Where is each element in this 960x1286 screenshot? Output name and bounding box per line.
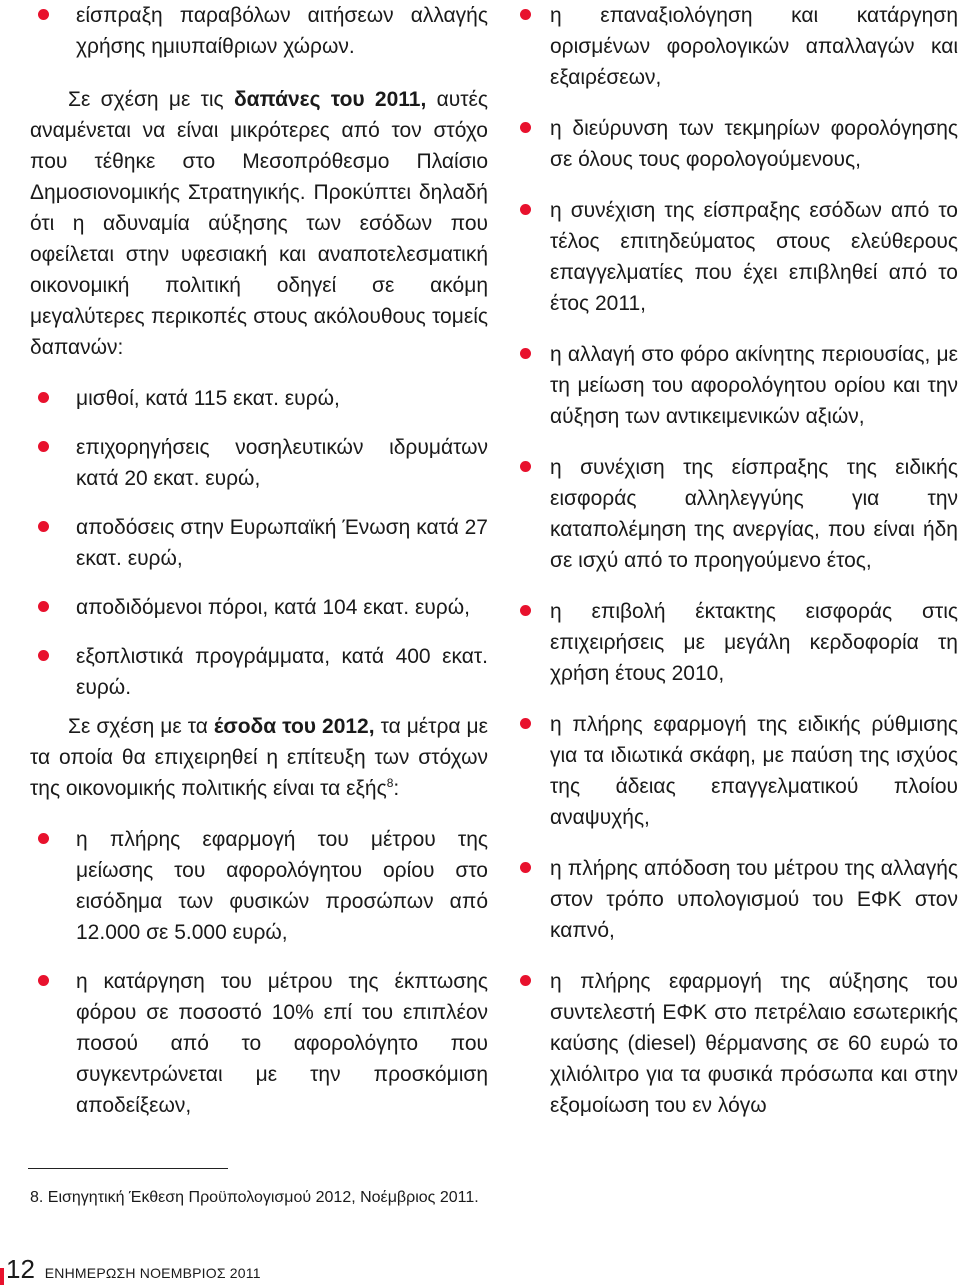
list-item-text: η πλήρης εφαρμογή της ειδικής ρύθμισης για τα ιδιωτικά σκάφη, με παύση της ισχύος της άδειας επαγγελματικού πλοίου αναψυχής,	[550, 713, 958, 829]
bullet-icon	[520, 718, 531, 729]
expense-list	[30, 383, 488, 703]
bullet-icon	[520, 862, 531, 873]
bullet-icon	[38, 392, 49, 403]
bullet-icon	[38, 833, 49, 844]
bullet-icon	[520, 461, 531, 472]
list-item-text: εξοπλιστικά προγράμματα, κατά 400 εκατ. ευρώ.	[76, 645, 488, 699]
footnote-reference: 8	[386, 776, 394, 790]
list-item	[518, 195, 958, 319]
bullet-icon	[520, 348, 531, 359]
left-column	[30, 0, 488, 1139]
list-item	[518, 113, 958, 175]
bullet-icon	[520, 122, 531, 133]
right-column	[518, 0, 958, 1141]
list-item-text: η πλήρης απόδοση του μέτρου της αλλαγής στον τρόπο υπολογισμού του ΕΦΚ στον καπνό,	[550, 857, 958, 942]
page-number: 12	[6, 1254, 35, 1284]
bullet-icon	[38, 601, 49, 612]
list-item	[30, 0, 488, 62]
list-item	[30, 512, 488, 574]
list-item-text: η διεύρυνση των τεκμηρίων φορολόγησης σε όλους τους φορολογούμενους,	[550, 117, 958, 171]
bullet-icon	[520, 975, 531, 986]
page-edge-marker	[0, 1268, 4, 1285]
list-item-text: η κατάργηση του μέτρου της έκπτωσης φόρου σε ποσοστό 10% επί του επιπλέον ποσού από το αφορολόγητο που συγκεντρώνεται με την προσκόμιση αποδείξεων,	[76, 970, 488, 1117]
list-item	[30, 592, 488, 623]
list-item	[30, 383, 488, 414]
list-item	[518, 452, 958, 576]
list-item-text: η συνέχιση της είσπραξης εσόδων από το τέλος επιτηδεύματος στους ελεύθερους επαγγελματίες που έχει επιβληθεί από το έτος 2011,	[550, 199, 958, 315]
bullet-icon	[38, 441, 49, 452]
list-item-text: επιχορηγήσεις νοσηλευτικών ιδρυμάτων κατά 20 εκατ. ευρώ,	[76, 436, 488, 490]
revenue-paragraph	[30, 711, 488, 804]
paragraph-text: :	[393, 777, 400, 800]
list-item	[518, 0, 958, 93]
paragraph-text: Σε σχέση με τα	[68, 715, 214, 738]
paragraph-text: Σε σχέση με τις	[68, 88, 234, 111]
bullet-icon	[520, 204, 531, 215]
bullet-icon	[520, 9, 531, 20]
paragraph-emphasis: δαπάνες του 2011,	[233, 88, 427, 111]
expenses-paragraph	[30, 84, 488, 363]
list-item-text: η επιβολή έκτακτης εισφοράς στις επιχειρήσεις με μεγάλη κερδοφορία τη χρήση έτους 2010,	[550, 600, 958, 685]
list-item-text: η συνέχιση της είσπραξης της ειδικής εισφοράς αλληλεγγύης για την καταπολέμηση της ανεργίας, που είναι ήδη σε ισχύ από το προηγούμενο έτος,	[550, 456, 958, 572]
footnote-divider	[28, 1168, 228, 1169]
bullet-icon	[38, 521, 49, 532]
page-footer	[6, 1256, 261, 1286]
bullet-icon	[38, 650, 49, 661]
list-item-text: αποδιδόμενοι πόροι, κατά 104 εκατ. ευρώ,	[76, 596, 470, 619]
running-title: ΕΝΗΜΕΡΩΣΗ ΝΟΕΜΒΡΙΟΣ 2011	[44, 1265, 261, 1281]
list-item	[518, 339, 958, 432]
revenue-list	[30, 824, 488, 1121]
list-item-text: είσπραξη παραβόλων αιτήσεων αλλαγής χρήσης ημιυπαίθριων χώρων.	[76, 4, 488, 58]
bullet-icon	[520, 605, 531, 616]
list-item	[518, 966, 958, 1121]
paragraph-emphasis: έσοδα του 2012,	[213, 715, 375, 738]
paragraph-text: τα μέτρα με τα οποία θα επιχειρηθεί η επίτευξη των στόχων της οικονομικής πολιτικής είναι τα εξής	[30, 715, 488, 800]
list-item-text: η αλλαγή στο φόρο ακίνητης περιουσίας, με τη μείωση του αφορολόγητου ορίου και την αύξηση των αντικειμενικών αξιών,	[550, 343, 958, 428]
list-item	[518, 709, 958, 833]
footnote: 8. Εισηγητική Έκθεση Προϋπολογισμού 2012, Νοέμβριος 2011.	[30, 1189, 479, 1206]
paragraph-text: αυτές αναμένεται να είναι μικρότερες από τον στόχο που τέθηκε στο Μεσοπρόθεσμο Πλαίσιο Δημοσιονομικής Στρατηγικής. Προκύπτει δηλαδή ότι η αδυναμία αύξησης των εσόδων που οφείλεται στην υφεσιακή και αναποτελεσματική οικονομική πολιτική οδηγεί σε ακόμη μεγαλύτερες περικοπές στους ακόλουθους τομείς δαπανών:	[30, 88, 488, 359]
list-item-text: η πλήρης εφαρμογή της αύξησης του συντελεστή ΕΦΚ στο πετρέλαιο εσωτερικής καύσης (diesel) θέρμανσης σε 60 ευρώ το χιλιόλιτρο για τα φυσικά πρόσωπα και στην εξομοίωση του εν λόγω	[550, 970, 958, 1117]
bullet-icon	[38, 9, 49, 20]
list-item-text: αποδόσεις στην Ευρωπαϊκή Ένωση κατά 27 εκατ. ευρώ,	[76, 516, 488, 570]
list-item	[30, 824, 488, 948]
list-item	[30, 966, 488, 1121]
list-item-text: η πλήρης εφαρμογή του μέτρου της μείωσης του αφορολόγητου ορίου στο εισόδημα των φυσικών προσώπων από 12.000 σε 5.000 ευρώ,	[76, 828, 488, 944]
list-item-text: μισθοί, κατά 115 εκατ. ευρώ,	[76, 387, 340, 410]
list-item-text: η επαναξιολόγηση και κατάργηση ορισμένων φορολογικών απαλλαγών και εξαιρέσεων,	[550, 4, 958, 89]
list-item	[518, 853, 958, 946]
list-item	[30, 641, 488, 703]
bullet-icon	[38, 975, 49, 986]
list-item	[518, 596, 958, 689]
list-item	[30, 432, 488, 494]
